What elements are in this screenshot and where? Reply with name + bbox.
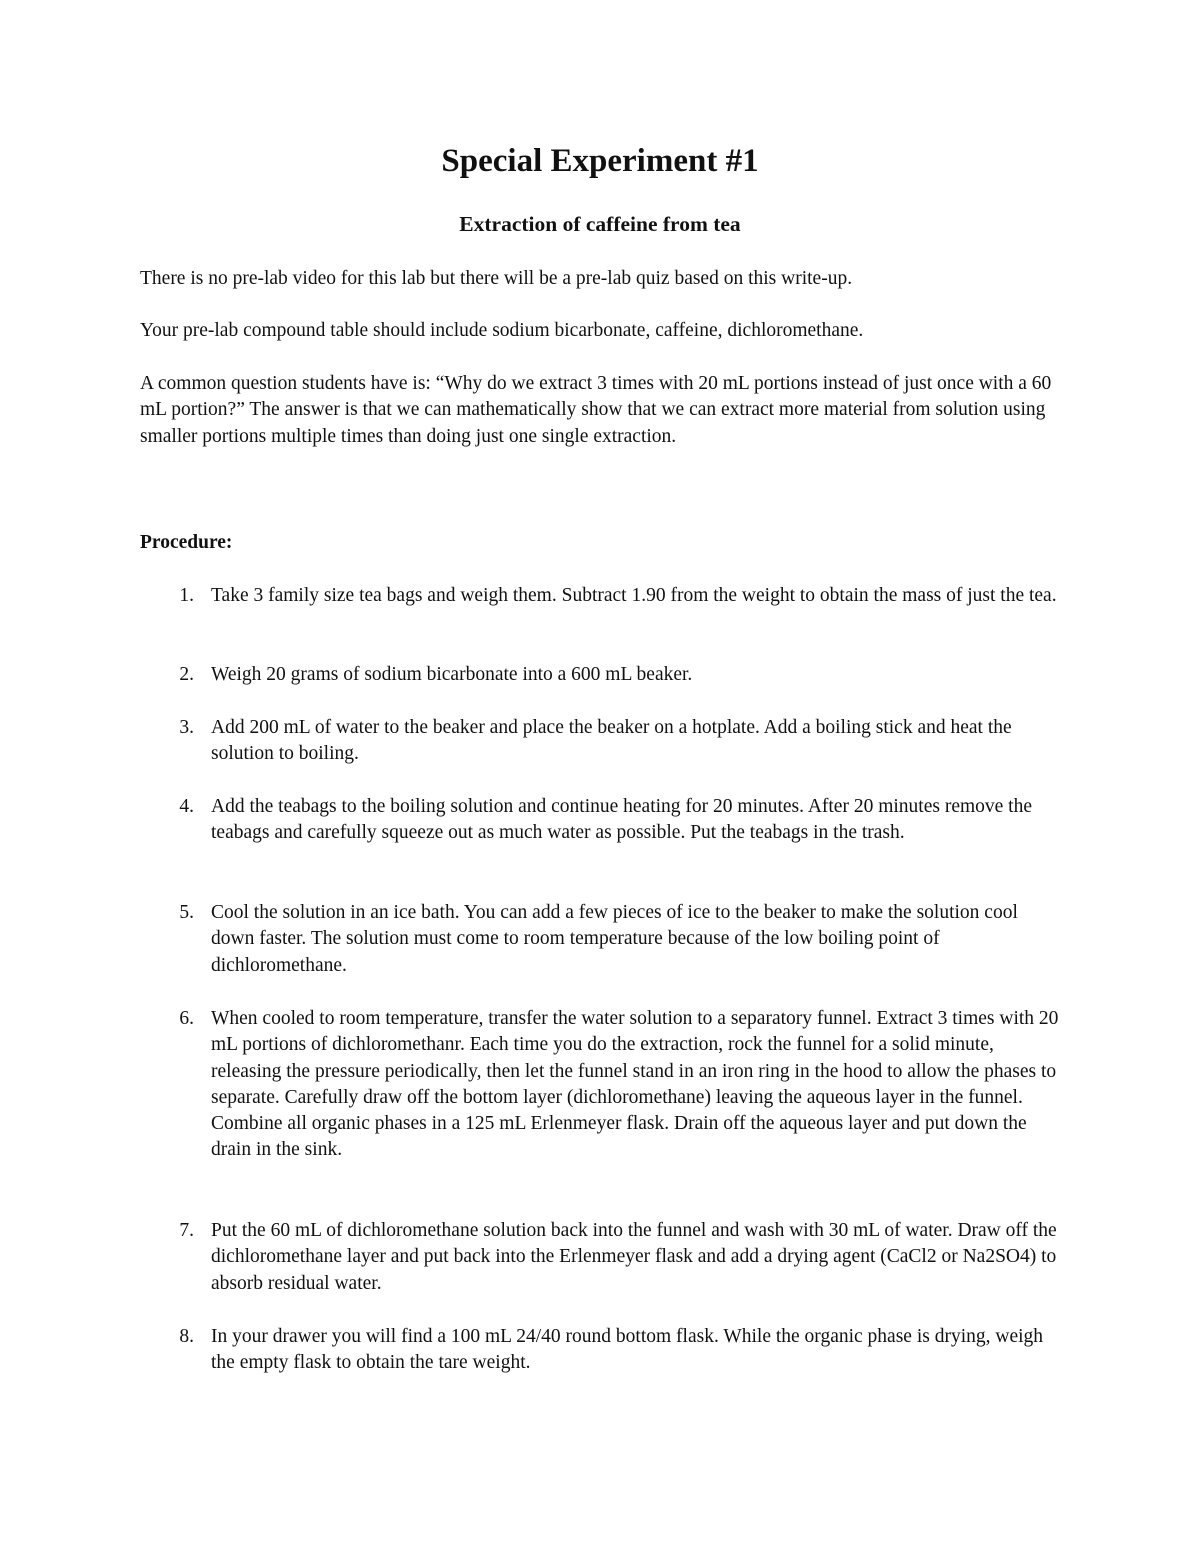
step-number: 2. <box>179 664 194 685</box>
step-text: Add 200 mL of water to the beaker and place the beaker on a hotplate. Add a boiling stick and heat the solution to boiling. <box>211 717 1012 765</box>
step-text: Cool the solution in an ice bath. You can add a few pieces of ice to the beaker to make the solution cool down faster. The solution must come to room temperature because of the low boiling point of dichloromethane. <box>211 902 1018 976</box>
intro-paragraph-extraction-question: A common question students have is: “Why do we extract 3 times with 20 mL portions instead of just once with a 60 mL portion?” The answer is that we can mathematically show that we can extract more material from solution using smaller portions multiple times than doing just one single extraction. <box>140 373 1052 447</box>
step-text: Take 3 family size tea bags and weigh them. Subtract 1.90 from the weight to obtain the mass of just the tea. <box>211 585 1057 606</box>
step-number: 3. <box>179 717 194 738</box>
intro-paragraph-prelab-video: There is no pre-lab video for this lab but there will be a pre-lab quiz based on this write-up. <box>140 268 853 289</box>
step-text: Put the 60 mL of dichloromethane solution back into the funnel and wash with 30 mL of water. Draw off the dichloromethane layer and put back into the Erlenmeyer flask and add a drying agent (CaCl2 or Na2SO4) to absorb residual water. <box>211 1220 1057 1294</box>
step-text: When cooled to room temperature, transfer the water solution to a separatory funnel. Extract 3 times with 20 mL portions of dichloromethanr. Each time you do the extraction, rock the funnel for a solid minute, releasing the pressure periodically, then let the funnel stand in an iron ring in the hood to allow the phases to separate. Carefully draw off the bottom layer (dichloromethane) leaving the aqueous layer in the funnel. Combine all organic phases in a 125 mL Erlenmeyer flask. Drain off the aqueous layer and put down the drain in the sink. <box>211 1008 1059 1161</box>
step-number: 5. <box>179 902 194 923</box>
procedure-heading: Procedure: <box>140 532 233 553</box>
step-text: Add the teabags to the boiling solution and continue heating for 20 minutes. After 20 minutes remove the teabags and carefully squeeze out as much water as possible. Put the teabags in the trash. <box>211 796 1032 844</box>
step-number: 6. <box>179 1008 194 1029</box>
step-number: 4. <box>179 796 194 817</box>
step-text: Weigh 20 grams of sodium bicarbonate into a 600 mL beaker. <box>211 664 693 685</box>
document-subtitle: Extraction of caffeine from tea <box>459 212 741 236</box>
step-text: In your drawer you will find a 100 mL 24/40 round bottom flask. While the organic phase is drying, weigh the empty flask to obtain the tare weight. <box>211 1326 1044 1374</box>
step-number: 7. <box>179 1220 194 1241</box>
intro-paragraph-compound-table: Your pre-lab compound table should include sodium bicarbonate, caffeine, dichloromethane. <box>140 320 864 341</box>
document-title: Special Experiment #1 <box>441 143 759 179</box>
step-number: 8. <box>179 1326 194 1347</box>
step-number: 1. <box>179 585 194 606</box>
